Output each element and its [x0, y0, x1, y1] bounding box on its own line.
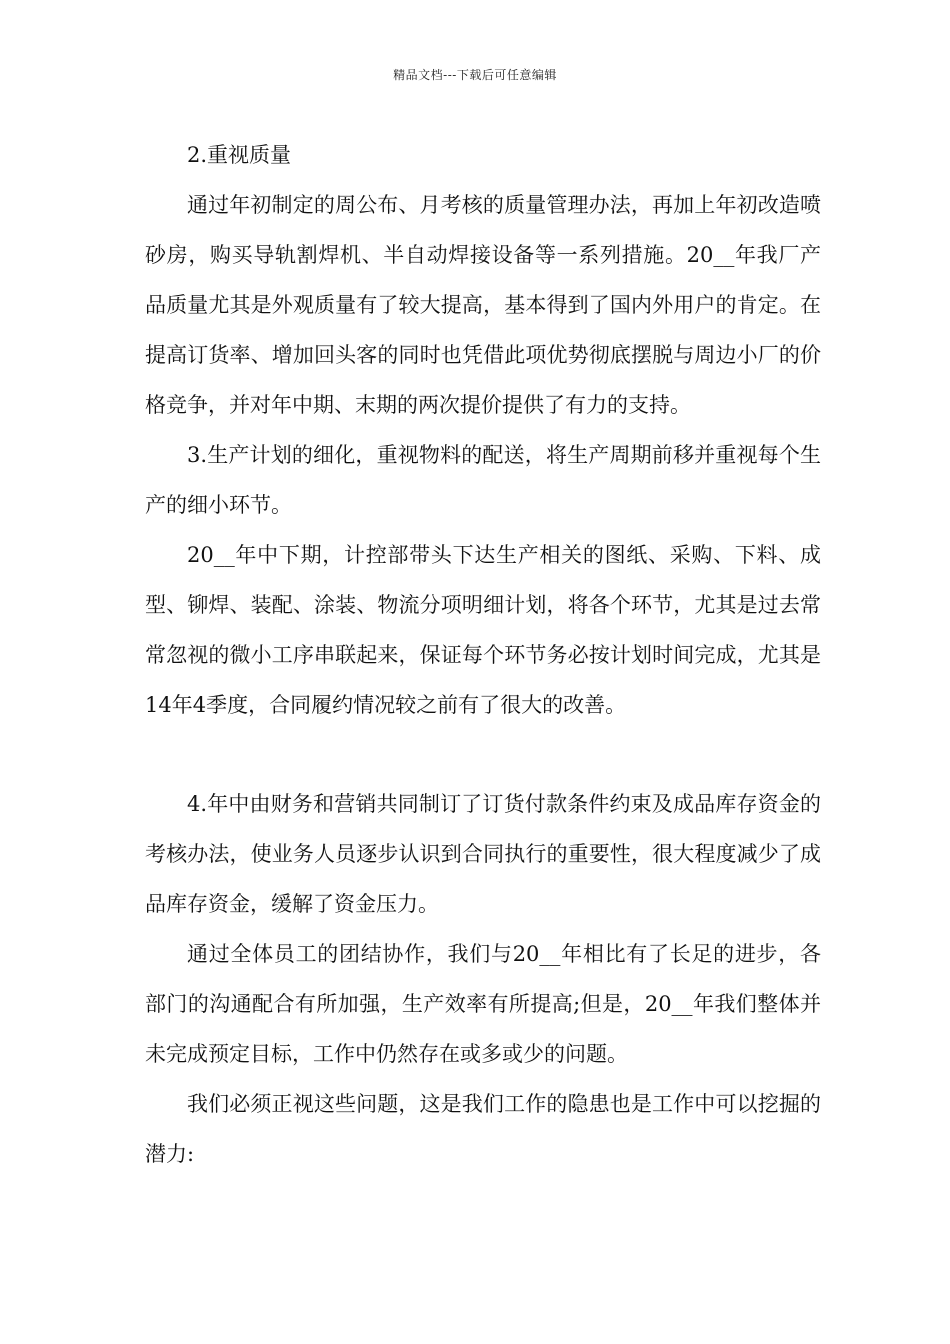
paragraph-quality-details: 通过年初制定的周公布、月考核的质量管理办法，再加上年初改造喷砂房，购买导轨割焊机、半自动焊接设备等一系列措施。20__年我厂产品质量尤其是外观质量有了较大提高，基本得到了国内外用户的肯定。在提高订货率、增加回头客的同时也凭借此项优势彻底摆脱与周边小厂的价格竞争，并对年中期、末期的两次提价提供了有力的支持。 — [145, 193, 821, 417]
document-body — [145, 130, 821, 1179]
paragraph-problems-intro: 我们必须正视这些问题，这是我们工作的隐患也是工作中可以挖掘的潜力: — [145, 1092, 821, 1166]
paragraph-production-plan-heading: 3.生产计划的细化，重视物料的配送，将生产周期前移并重视每个生产的细小环节。 — [145, 443, 821, 517]
paragraph-finance-sales: 4.年中由财务和营销共同制订了订货付款条件约束及成品库存资金的考核办法，使业务人员逐步认识到合同执行的重要性，很大程度减少了成品库存资金，缓解了资金压力。 — [145, 792, 821, 916]
paragraph-progress-summary: 通过全体员工的团结协作，我们与20__年相比有了长足的进步，各部门的沟通配合有所加强，生产效率有所提高;但是，20__年我们整体并未完成预定目标，工作中仍然存在或多或少的问题。 — [145, 942, 821, 1066]
paragraph-production-plan-details: 20__年中下期，计控部带头下达生产相关的图纸、采购、下料、成型、铆焊、装配、涂装、物流分项明细计划，将各个环节，尤其是过去常常忽视的微小工序串联起来，保证每个环节务必按计划时间完成，尤其是14年4季度，合同履约情况较之前有了很大的改善。 — [145, 543, 821, 717]
page-header: 精品文档---下载后可任意编辑 — [393, 68, 557, 82]
paragraph-quality-heading: 2.重视质量 — [187, 143, 292, 167]
